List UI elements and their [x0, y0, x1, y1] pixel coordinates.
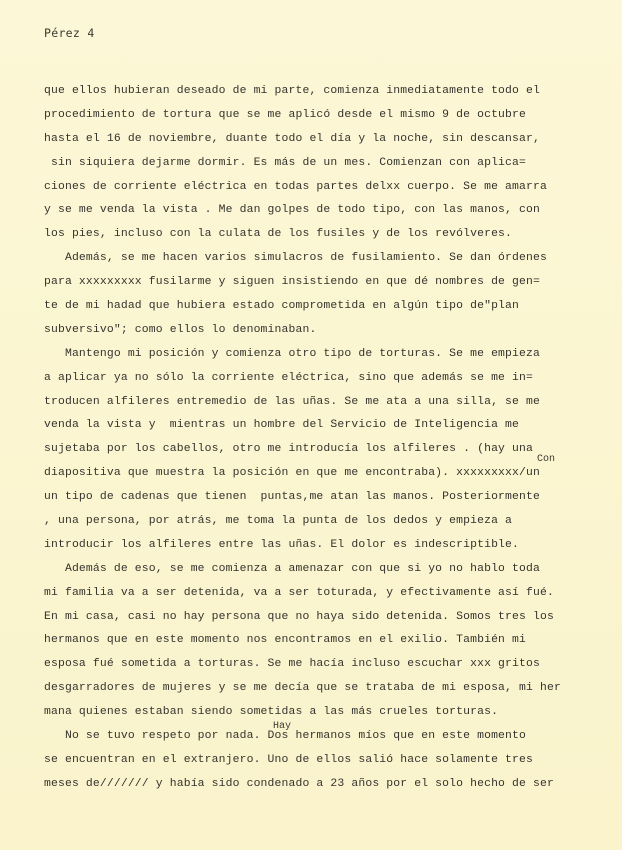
text-line: desgarradores de mujeres y se me decía que se trataba de mi esposa, mi her — [44, 682, 561, 695]
page-header: Pérez 4 — [44, 26, 95, 40]
document-body — [44, 80, 588, 797]
text-line: para xxxxxxxxx fusilarme y siguen insistiendo en que dé nombres de gen= — [44, 276, 540, 289]
text-line: que ellos hubieran deseado de mi parte, comienza inmediatamente todo el — [44, 85, 540, 97]
text-line: procedimiento de tortura que se me aplicó desde el mismo 9 de octubre — [44, 108, 526, 121]
text-line: hermanos que en este momento nos encontramos en el exilio. También mi — [44, 634, 526, 647]
text-line: sujetaba por los cabellos, otro me introducía los alfileres . (hay una — [44, 443, 533, 456]
text-line: Mantengo mi posición y comienza otro tipo de torturas. Se me empieza — [44, 347, 540, 360]
text-line: se encuentran en el extranjero. Uno de ellos salió hace solamente tres — [44, 753, 533, 766]
text-line: , una persona, por atrás, me toma la punta de los dedos y empieza a — [44, 515, 513, 528]
handwritten-insertion-con: Con — [537, 454, 556, 465]
text-line: ciones de corriente eléctrica en todas partes delxx cuerpo. Se me amarra — [44, 180, 547, 193]
text-line: a aplicar ya no sólo la corriente eléctrica, sino que además se me in= — [44, 371, 533, 384]
text-line: En mi casa, casi no hay persona que no haya sido detenida. Somos tres los — [44, 610, 554, 623]
text-line: hasta el 16 de noviembre, duante todo el día y la noche, sin descansar, — [44, 132, 540, 145]
text-line: introducir los alfileres entre las uñas. El dolor es indescriptible. — [44, 538, 520, 551]
text-line: un tipo de cadenas que tienen puntas,me atan las manos. Posteriormente — [44, 491, 540, 504]
text-line: No se tuvo respeto por nada. Dos hermanos míos que en este momento — [44, 730, 526, 743]
text-line: diapositiva que muestra la posición en que me encontraba). xxxxxxxxx/un — [44, 467, 540, 480]
text-line: venda la vista y mientras un hombre del Servicio de Inteligencia me — [44, 419, 520, 432]
text-line: mana quienes estaban siendo sometidas a las más crueles torturas. — [44, 706, 499, 719]
text-line: sin siquiera dejarme dormir. Es más de un mes. Comienzan con aplica= — [44, 156, 526, 169]
text-line: te de mi hadad que hubiera estado comprometida en algún tipo de"plan — [44, 300, 520, 313]
text-line: y se me venda la vista . Me dan golpes de todo tipo, con las manos, con — [44, 204, 540, 217]
handwritten-insertion-hay: Hay — [273, 721, 292, 732]
text-line: esposa fué sometida a torturas. Se me hacía incluso escuchar xxx gritos — [44, 658, 540, 671]
text-line: troducen alfileres entremedio de las uñas. Se me ata a una silla, se me — [44, 395, 540, 408]
text-line: mi familia va a ser detenida, va a ser toturada, y efectivamente así fué. — [44, 586, 554, 599]
text-line: subversivo"; como ellos lo denominaban. — [44, 323, 317, 336]
text-line: meses de/////// y había sido condenado a 23 años por el solo hecho de ser — [44, 777, 554, 790]
text-line: los pies, incluso con la culata de los fusiles y de los revólveres. — [44, 228, 513, 241]
text-line: Además, se me hacen varios simulacros de fusilamiento. Se dan órdenes — [44, 252, 547, 265]
text-line: Además de eso, se me comienza a amenazar con que si yo no hablo toda — [44, 562, 540, 575]
